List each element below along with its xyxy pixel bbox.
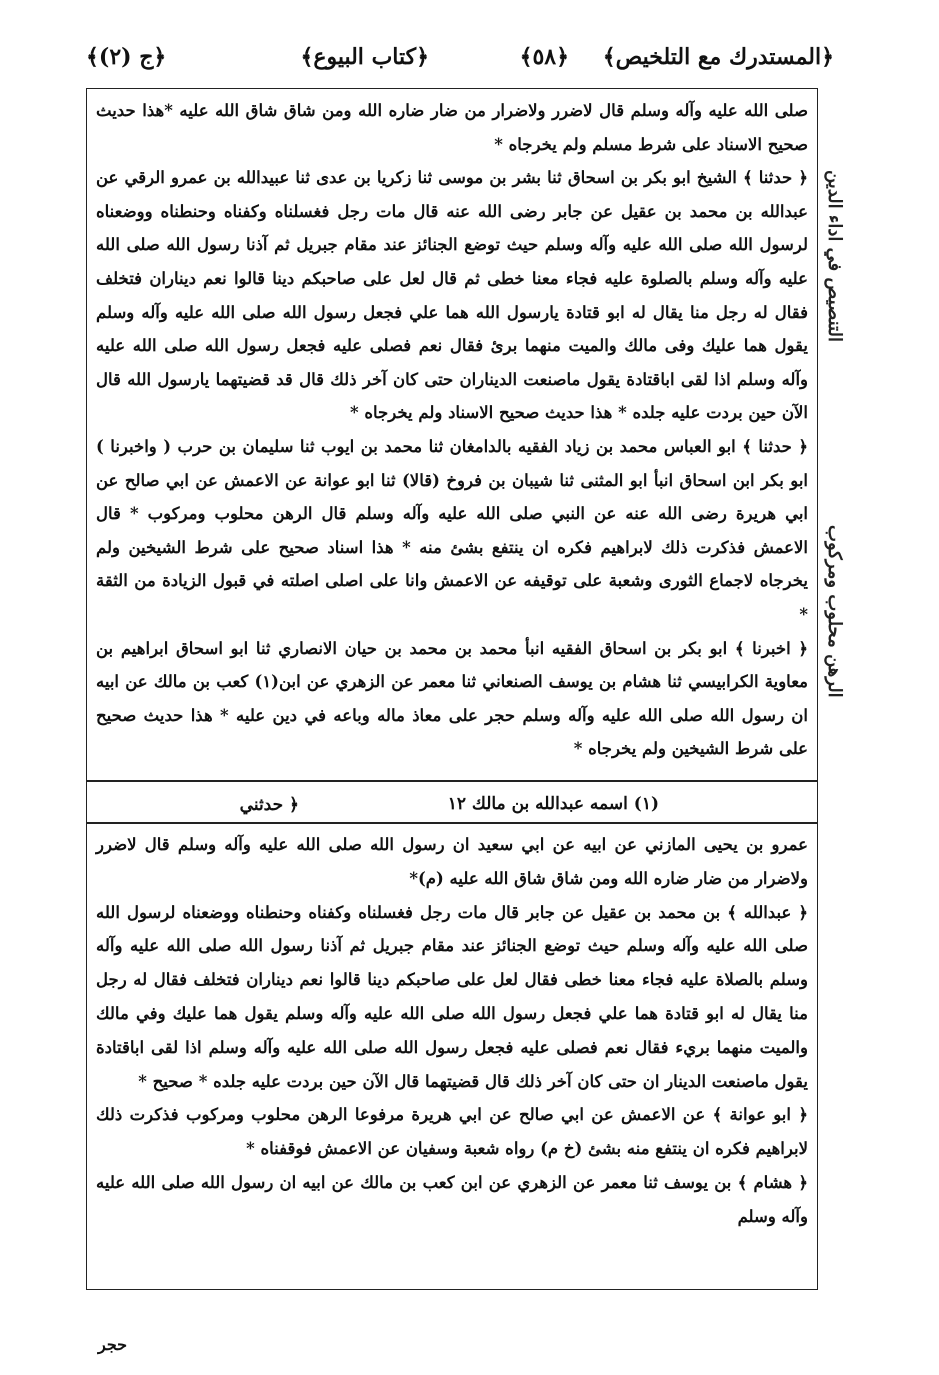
lower-paragraph-3: ﴿ ابو عوانة ﴾ عن الاعمش عن ابي صالح عن ابي هريرة مرفوعا الرهن محلوب ومركوب فذكرت ذلك لابراهيم فكره ان ينتفع منه بشئ (خ م) رواه شعبة وسفيان عن الاعمش فوقفناه *	[96, 1105, 808, 1159]
main-text	[96, 94, 808, 776]
margin-note-upper: التنصيص في اداء الدين	[824, 170, 845, 342]
lower-text	[96, 828, 808, 1284]
book-title: ﴿المستدرك مع التلخيص﴾	[602, 44, 834, 70]
catchword: حجر	[98, 1335, 128, 1354]
section-title: ﴿كتاب البيوع﴾	[300, 44, 429, 70]
footnote-divider-bottom	[86, 822, 818, 824]
margin-note-lower: الرهن محلوب ومركوب	[824, 525, 845, 698]
volume-number: ﴿ج (٢)﴾	[86, 44, 167, 70]
footnote-text: (١) اسمه عبدالله بن مالك ١٢	[447, 794, 659, 814]
lower-paragraph-4: ﴿ هشام ﴾ بن يوسف ثنا معمر عن الزهري عن ابن كعب بن مالك عن ابيه ان رسول الله صلى الله عليه وآله وسلم	[96, 1172, 808, 1226]
page-header	[86, 44, 834, 78]
lower-paragraph-2: ﴿ عبدالله ﴾ بن محمد بن عقيل عن جابر قال مات رجل فغسلناه وكفناه وحنطناه ووضعناه لرسول الله صلى الله عليه وآله وسلم حيث توضع الجنائز عند مقام جبريل ثم آذنا رسول الله صلى الله عليه وآله وسلم بالصلاة عليه فجاء معنا خطى فقال لعل على صاحبكم دينا قالوا نعم ديناران فتخلف فقال له رجل منا يقال له ابو قتادة هما علي فجعل رسول الله صلى الله عليه وآله وسلم يقول هما عليك وفي مالك والميت منهما بريء فقال نعم فصلى عليه فجعل رسول الله صلى الله عليه وآله وسلم اذا لقى اباقتادة يقول ماصنعت الدينار ان حتى كان آخر ذلك قال قضيتهما قال الآن حين بردت عليه جلده * صحيح *	[96, 902, 808, 1091]
lower-paragraph-1: عمرو بن يحيى المازني عن ابيه عن ابي سعيد ان رسول الله صلى الله عليه وآله وسلم قال لاضرر ولاضرار من ضار ضاره الله ومن شاق شاق الله عليه (م)*	[96, 835, 808, 888]
paragraph-1: صلى الله عليه وآله وسلم قال لاضرر ولاضرار من ضار ضاره الله ومن شاق شاق الله عليه *هذا حديث صحيح الاسناد على شرط مسلم ولم يخرجاه *	[96, 101, 808, 154]
page-number: ﴿٥٨﴾	[519, 44, 569, 70]
footnote-section-label: ﴿ حدثني	[239, 795, 299, 815]
paragraph-3: ﴿ حدثنا ﴾ ابو العباس محمد بن زياد الفقيه بالدامغان ثنا محمد بن ايوب ثنا سليمان بن حرب ( واخبرنا ) ابو بكر ابن اسحاق انبأ ابو المثنى ثنا شيبان بن فروخ (قالا) ثنا ابو عوانة عن الاعمش عن ابي صالح عن ابي هريرة رضى الله عنه عن النبي صلى الله عليه وآله وسلم قال الرهن محلوب ومركوب * قال الاعمش فذكرت ذلك لابراهيم فكره ان ينتفع بشئ منه * هذا اسناد صحيح على شرط الشيخين ولم يخرجاه لاجماع الثورى وشعبة على توقيفه عن الاعمش وانا على اصلى اصلته في قبول الزيادة من الثقة *	[96, 436, 809, 624]
paragraph-2: ﴿ حدثنا ﴾ الشيخ ابو بكر بن اسحاق ثنا بشر بن موسى ثنا زكريا بن عدى ثنا عبيدالله بن عمرو الرقي عن عبدالله بن محمد بن عقيل عن جابر رضى الله عنه قال مات رجل فغسلناه وكفناه وحنطناه ووضعناه لرسول الله صلى الله عليه وآله وسلم حيث توضع الجنائز عند مقام جبريل ثم آذنا رسول الله صلى الله عليه وآله وسلم بالصلوة عليه فجاء معنا خطى ثم قال لعل على صاحبكم دينا قالوا نعم ديناران فتخلف فقال له رجل منا يقال له ابو قتادة يارسول الله هما علي فجعل رسول الله صلى الله عليه وآله وسلم يقول هما عليك وفى مالك والميت منهما برئ فقال نعم فصلى عليه فجعل رسول الله صلى الله عليه وآله وسلم اذا لقى اباقتادة يقول ماصنعت الديناران حتى كان آخر ذلك قال قد قضيتهما يارسول الله قال الآن حين بردت عليه جلده * هذا حديث صحيح الاسناد ولم يخرجاه *	[96, 168, 808, 423]
paragraph-4: ﴿ اخبرنا ﴾ ابو بكر بن اسحاق الفقيه انبأ محمد بن محمد بن حيان الانصاري ثنا ابو اسحاق ابراهيم بن معاوية الكرابيسي ثنا هشام بن يوسف الصنعاني ثنا معمر عن الزهري عن ابن(١) كعب بن مالك عن ابيه ان رسول الله صلى الله عليه وآله وسلم حجر على معاذ ماله وباعه في دين عليه * هذا حديث صحيح على شرط الشيخين ولم يخرجاه *	[96, 638, 809, 759]
footnote-divider-top	[86, 780, 818, 782]
